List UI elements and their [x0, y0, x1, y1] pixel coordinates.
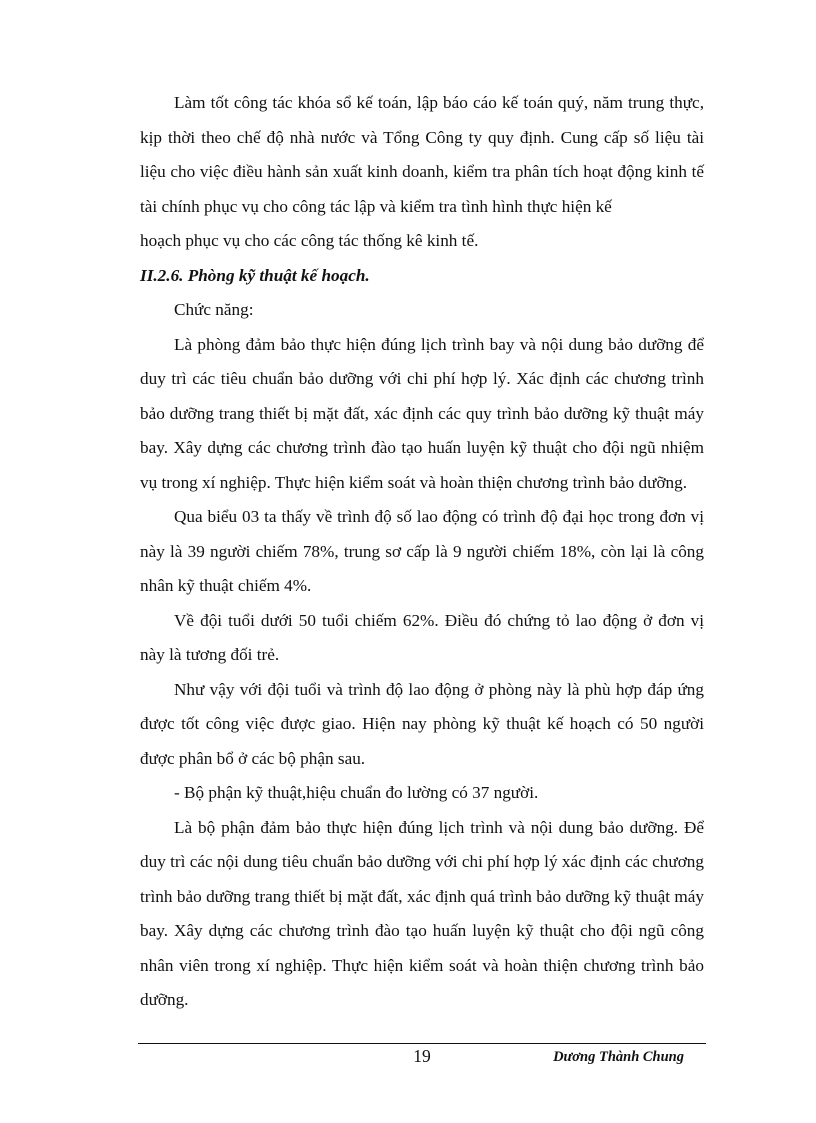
paragraph-function-label: Chức năng: [174, 300, 254, 319]
body-text [140, 86, 704, 1018]
paragraph-education-stats: Qua biểu 03 ta thấy về trình độ số lao động có trình độ đại học trong đơn vị này là 39 người chiếm 78%, trung sơ cấp là 9 người chiếm 18%, còn lại là công nhân kỹ thuật chiếm 4%. [140, 507, 704, 595]
paragraph-unit-list-item: - Bộ phận kỹ thuật,hiệu chuẩn đo lường có 37 người. [174, 783, 539, 802]
paragraph-age-stats: Về đội tuổi dưới 50 tuổi chiếm 62%. Điều đó chứng tỏ lao động ở đơn vị này là tương đối trẻ. [140, 610, 704, 664]
footer-divider [138, 1043, 706, 1044]
section-heading: II.2.6. Phòng kỹ thuật kế hoạch. [140, 265, 370, 285]
paragraph-unit-role: Là bộ phận đảm bảo thực hiện đúng lịch trình và nội dung bảo dưỡng. Để duy trì các nội dung tiêu chuẩn bảo dưỡng với chi phí hợp lý xác định các chương trình bảo dưỡng trang thiết bị mặt đất, xác định quá trình bảo dưỡng kỹ thuật máy bay. Xây dựng các chương trình đào tạo huấn luyện kỹ thuật cho đội ngũ công nhân viên trong xí nghiệp. Thực hiện kiểm soát và hoàn thiện chương trình bảo dưỡng. [140, 817, 704, 1009]
footer-author: Dương Thành Chung [553, 1049, 684, 1065]
paragraph-accounting-duties: Làm tốt công tác khóa sổ kế toán, lập báo cáo kế toán quý, năm trung thực, kịp thời theo chế độ nhà nước và Tổng Công ty quy định. Cung cấp số liệu tài liệu cho việc điều hành sản xuất kinh doanh, kiểm tra phân tích hoạt động kinh tế tài chính phục vụ cho công tác lập và kiểm tra tình hình thực hiện kế [140, 93, 704, 216]
paragraph-continuation: hoạch phục vụ cho các công tác thống kê kinh tế. [140, 231, 479, 250]
paragraph-department-role: Là phòng đảm bảo thực hiện đúng lịch trình bay và nội dung bảo dưỡng để duy trì các tiêu chuẩn bảo dưỡng với chi phí hợp lý. Xác định các chương trình bảo dưỡng trang thiết bị mặt đất, xác định các quy trình bảo dưỡng kỹ thuật máy bay. Xây dựng các chương trình đào tạo huấn luyện kỹ thuật cho đội ngũ nhiệm vụ trong xí nghiệp. Thực hiện kiểm soát và hoàn thiện chương trình bảo dưỡng. [140, 334, 704, 492]
page-number: 19 [413, 1046, 431, 1066]
paragraph-staffing: Như vậy với đội tuổi và trình độ lao động ở phòng này là phù hợp đáp ứng được tốt công việc được giao. Hiện nay phòng kỹ thuật kế hoạch có 50 người được phân bổ ở các bộ phận sau. [140, 679, 704, 768]
